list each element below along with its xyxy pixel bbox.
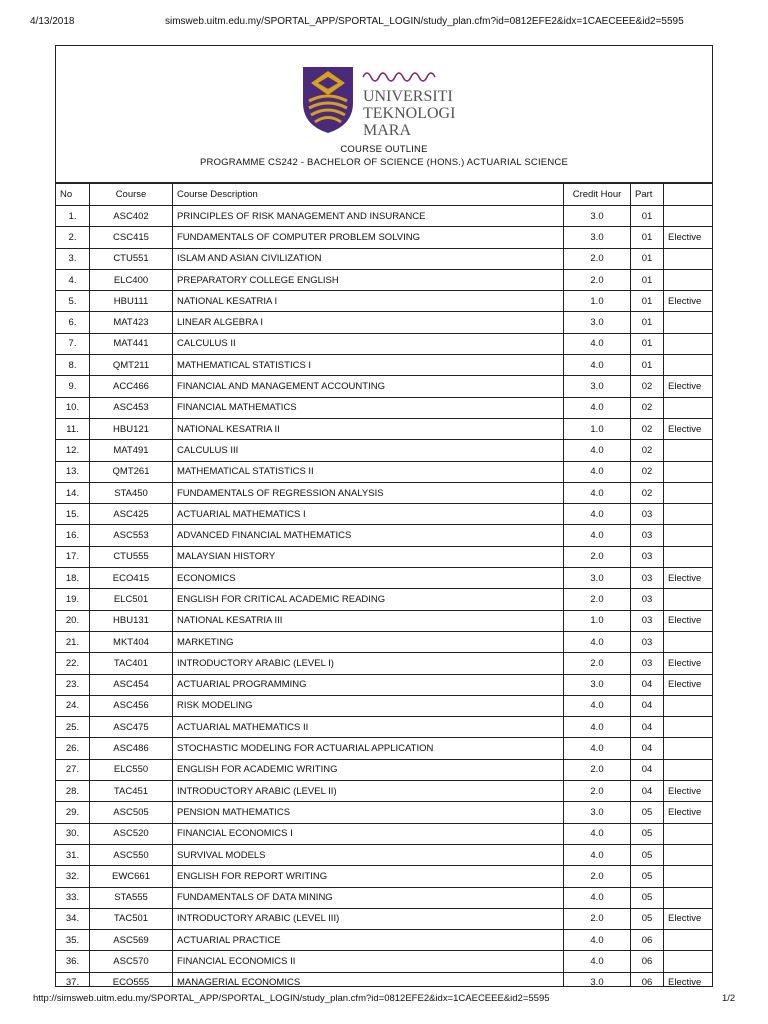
course-type <box>664 717 714 738</box>
course-code: ELC400 <box>90 269 173 290</box>
course-code: HBU131 <box>90 610 173 631</box>
course-type <box>664 504 714 525</box>
course-code: MAT441 <box>90 333 173 354</box>
table-row <box>56 248 714 269</box>
table-row <box>56 227 714 248</box>
course-description: ACTUARIAL MATHEMATICS II <box>173 717 564 738</box>
course-code: STA555 <box>90 887 173 908</box>
table-row <box>56 440 714 461</box>
credit-hour: 2.0 <box>564 589 631 610</box>
course-code: ASC550 <box>90 844 173 865</box>
course-description: FINANCIAL MATHEMATICS <box>173 397 564 418</box>
part-number: 02 <box>631 376 664 397</box>
credit-hour: 2.0 <box>564 248 631 269</box>
part-number: 03 <box>631 631 664 652</box>
part-number: 02 <box>631 418 664 439</box>
course-description: PREPARATORY COLLEGE ENGLISH <box>173 269 564 290</box>
table-row <box>56 802 714 823</box>
course-type <box>664 844 714 865</box>
course-code: HBU111 <box>90 291 173 312</box>
row-number: 33. <box>56 887 90 908</box>
credit-hour: 4.0 <box>564 440 631 461</box>
part-number: 01 <box>631 312 664 333</box>
credit-hour: 4.0 <box>564 887 631 908</box>
row-number: 4. <box>56 269 90 290</box>
row-number: 32. <box>56 866 90 887</box>
row-number: 12. <box>56 440 90 461</box>
course-outline-frame <box>55 45 713 987</box>
part-number: 05 <box>631 866 664 887</box>
course-type <box>664 461 714 482</box>
credit-hour: 3.0 <box>564 674 631 695</box>
course-description: STOCHASTIC MODELING FOR ACTUARIAL APPLICATION <box>173 738 564 759</box>
part-number: 04 <box>631 695 664 716</box>
part-number: 06 <box>631 972 664 987</box>
credit-hour: 2.0 <box>564 546 631 567</box>
course-type: Elective <box>664 781 714 802</box>
credit-hour: 4.0 <box>564 738 631 759</box>
part-number: 01 <box>631 291 664 312</box>
course-type <box>664 738 714 759</box>
course-type: Elective <box>664 418 714 439</box>
table-row <box>56 631 714 652</box>
course-type <box>664 589 714 610</box>
course-code: MKT404 <box>90 631 173 652</box>
course-type: Elective <box>664 802 714 823</box>
logo-line3: MARA <box>363 122 412 136</box>
course-description: ENGLISH FOR ACADEMIC WRITING <box>173 759 564 780</box>
row-number: 31. <box>56 844 90 865</box>
table-row <box>56 674 714 695</box>
part-number: 06 <box>631 951 664 972</box>
part-number: 06 <box>631 930 664 951</box>
row-number: 14. <box>56 482 90 503</box>
part-number: 05 <box>631 887 664 908</box>
row-number: 17. <box>56 546 90 567</box>
course-description: INTRODUCTORY ARABIC (LEVEL III) <box>173 908 564 929</box>
uitm-logo <box>301 61 471 136</box>
row-number: 2. <box>56 227 90 248</box>
course-type <box>664 312 714 333</box>
course-code: ASC425 <box>90 504 173 525</box>
course-type <box>664 546 714 567</box>
credit-hour: 2.0 <box>564 908 631 929</box>
course-type: Elective <box>664 227 714 248</box>
course-description: ENGLISH FOR REPORT WRITING <box>173 866 564 887</box>
course-code: ASC569 <box>90 930 173 951</box>
course-description: ENGLISH FOR CRITICAL ACADEMIC READING <box>173 589 564 610</box>
row-number: 22. <box>56 653 90 674</box>
course-description: SURVIVAL MODELS <box>173 844 564 865</box>
course-code: CTU555 <box>90 546 173 567</box>
part-number: 03 <box>631 546 664 567</box>
course-description: ACTUARIAL MATHEMATICS I <box>173 504 564 525</box>
row-number: 24. <box>56 695 90 716</box>
table-row <box>56 972 714 987</box>
course-description: FINANCIAL AND MANAGEMENT ACCOUNTING <box>173 376 564 397</box>
part-number: 03 <box>631 653 664 674</box>
table-row <box>56 291 714 312</box>
row-number: 11. <box>56 418 90 439</box>
table-row <box>56 504 714 525</box>
course-code: ASC520 <box>90 823 173 844</box>
course-code: ECO415 <box>90 568 173 589</box>
credit-hour: 4.0 <box>564 717 631 738</box>
course-code: QMT211 <box>90 355 173 376</box>
row-number: 36. <box>56 951 90 972</box>
course-description: CALCULUS II <box>173 333 564 354</box>
course-description: MATHEMATICAL STATISTICS II <box>173 461 564 482</box>
part-number: 05 <box>631 823 664 844</box>
credit-hour: 2.0 <box>564 866 631 887</box>
course-code: ASC570 <box>90 951 173 972</box>
course-type <box>664 525 714 546</box>
part-number: 01 <box>631 248 664 269</box>
table-row <box>56 397 714 418</box>
row-number: 6. <box>56 312 90 333</box>
part-number: 05 <box>631 908 664 929</box>
row-number: 8. <box>56 355 90 376</box>
course-description: NATIONAL KESATRIA II <box>173 418 564 439</box>
part-number: 03 <box>631 610 664 631</box>
table-row <box>56 951 714 972</box>
credit-hour: 1.0 <box>564 418 631 439</box>
course-type <box>664 695 714 716</box>
course-code: ASC402 <box>90 206 173 227</box>
part-number: 03 <box>631 589 664 610</box>
course-code: ASC475 <box>90 717 173 738</box>
course-code: ASC505 <box>90 802 173 823</box>
course-type <box>664 823 714 844</box>
table-row <box>56 355 714 376</box>
part-number: 04 <box>631 674 664 695</box>
header-credit-hour: Credit Hour <box>564 184 631 206</box>
credit-hour: 1.0 <box>564 291 631 312</box>
row-number: 28. <box>56 781 90 802</box>
credit-hour: 2.0 <box>564 781 631 802</box>
course-type <box>664 866 714 887</box>
course-code: ELC501 <box>90 589 173 610</box>
part-number: 03 <box>631 504 664 525</box>
table-row <box>56 568 714 589</box>
row-number: 20. <box>56 610 90 631</box>
logo-script-icon <box>363 73 435 81</box>
course-type <box>664 951 714 972</box>
table-row <box>56 461 714 482</box>
row-number: 9. <box>56 376 90 397</box>
row-number: 19. <box>56 589 90 610</box>
part-number: 04 <box>631 738 664 759</box>
table-row <box>56 589 714 610</box>
course-description: MATHEMATICAL STATISTICS I <box>173 355 564 376</box>
credit-hour: 4.0 <box>564 333 631 354</box>
table-row <box>56 823 714 844</box>
course-code: STA450 <box>90 482 173 503</box>
course-code: ASC453 <box>90 397 173 418</box>
course-type: Elective <box>664 376 714 397</box>
course-table <box>55 183 713 987</box>
course-code: MAT491 <box>90 440 173 461</box>
table-row <box>56 269 714 290</box>
row-number: 29. <box>56 802 90 823</box>
course-type: Elective <box>664 653 714 674</box>
course-code: MAT423 <box>90 312 173 333</box>
course-code: HBU121 <box>90 418 173 439</box>
course-description: ISLAM AND ASIAN CIVILIZATION <box>173 248 564 269</box>
row-number: 16. <box>56 525 90 546</box>
course-code: ECO555 <box>90 972 173 987</box>
part-number: 04 <box>631 759 664 780</box>
credit-hour: 4.0 <box>564 461 631 482</box>
row-number: 26. <box>56 738 90 759</box>
part-number: 04 <box>631 717 664 738</box>
row-number: 23. <box>56 674 90 695</box>
table-row <box>56 887 714 908</box>
row-number: 15. <box>56 504 90 525</box>
course-code: TAC401 <box>90 653 173 674</box>
course-type <box>664 887 714 908</box>
course-description: MALAYSIAN HISTORY <box>173 546 564 567</box>
course-type: Elective <box>664 674 714 695</box>
course-code: ACC466 <box>90 376 173 397</box>
programme-title: PROGRAMME CS242 - BACHELOR OF SCIENCE (HONS.) ACTUARIAL SCIENCE <box>199 157 569 168</box>
course-code: TAC501 <box>90 908 173 929</box>
part-number: 02 <box>631 397 664 418</box>
course-code: QMT261 <box>90 461 173 482</box>
table-row <box>56 206 714 227</box>
row-number: 30. <box>56 823 90 844</box>
course-description: FUNDAMENTALS OF REGRESSION ANALYSIS <box>173 482 564 503</box>
course-description: PRINCIPLES OF RISK MANAGEMENT AND INSURANCE <box>173 206 564 227</box>
document-title: COURSE OUTLINE <box>340 144 428 155</box>
part-number: 01 <box>631 355 664 376</box>
header-no: No <box>56 184 90 206</box>
header-description: Course Description <box>173 184 564 206</box>
course-code: ASC486 <box>90 738 173 759</box>
course-description: RISK MODELING <box>173 695 564 716</box>
course-description: ACTUARIAL PRACTICE <box>173 930 564 951</box>
course-type <box>664 206 714 227</box>
table-row <box>56 908 714 929</box>
footer-url: http://simsweb.uitm.edu.my/SPORTAL_APP/SPORTAL_LOGIN/study_plan.cfm?id=0812EFE2&idx=1CAECEEE&id2=5595 <box>33 993 550 1004</box>
credit-hour: 4.0 <box>564 525 631 546</box>
table-row <box>56 546 714 567</box>
course-type <box>664 333 714 354</box>
course-description: LINEAR ALGEBRA I <box>173 312 564 333</box>
course-code: ELC550 <box>90 759 173 780</box>
row-number: 27. <box>56 759 90 780</box>
credit-hour: 3.0 <box>564 568 631 589</box>
course-description: PENSION MATHEMATICS <box>173 802 564 823</box>
course-type <box>664 440 714 461</box>
table-row <box>56 610 714 631</box>
course-description: INTRODUCTORY ARABIC (LEVEL I) <box>173 653 564 674</box>
course-description: NATIONAL KESATRIA I <box>173 291 564 312</box>
part-number: 01 <box>631 269 664 290</box>
course-type: Elective <box>664 972 714 987</box>
credit-hour: 3.0 <box>564 206 631 227</box>
part-number: 01 <box>631 206 664 227</box>
course-code: CTU551 <box>90 248 173 269</box>
table-row <box>56 844 714 865</box>
credit-hour: 4.0 <box>564 631 631 652</box>
credit-hour: 4.0 <box>564 844 631 865</box>
credit-hour: 3.0 <box>564 802 631 823</box>
course-type <box>664 248 714 269</box>
course-type <box>664 930 714 951</box>
credit-hour: 3.0 <box>564 376 631 397</box>
course-description: MARKETING <box>173 631 564 652</box>
part-number: 03 <box>631 525 664 546</box>
table-row <box>56 525 714 546</box>
row-number: 34. <box>56 908 90 929</box>
table-row <box>56 717 714 738</box>
part-number: 05 <box>631 802 664 823</box>
course-type: Elective <box>664 908 714 929</box>
header-part: Part <box>631 184 664 206</box>
credit-hour: 3.0 <box>564 227 631 248</box>
course-code: ASC553 <box>90 525 173 546</box>
row-number: 18. <box>56 568 90 589</box>
course-type: Elective <box>664 610 714 631</box>
row-number: 13. <box>56 461 90 482</box>
table-row <box>56 482 714 503</box>
course-code: EWC661 <box>90 866 173 887</box>
course-description: ACTUARIAL PROGRAMMING <box>173 674 564 695</box>
header-type <box>664 184 714 206</box>
course-rows <box>56 206 714 988</box>
logo-line1: UNIVERSITI <box>363 88 453 105</box>
course-description: INTRODUCTORY ARABIC (LEVEL II) <box>173 781 564 802</box>
credit-hour: 4.0 <box>564 397 631 418</box>
course-type: Elective <box>664 291 714 312</box>
print-date: 4/13/2018 <box>30 16 75 27</box>
course-type <box>664 397 714 418</box>
footer-page-number: 1/2 <box>722 993 736 1004</box>
table-row <box>56 653 714 674</box>
course-code: CSC415 <box>90 227 173 248</box>
credit-hour: 4.0 <box>564 951 631 972</box>
credit-hour: 4.0 <box>564 504 631 525</box>
part-number: 02 <box>631 482 664 503</box>
print-url: simsweb.uitm.edu.my/SPORTAL_APP/SPORTAL_LOGIN/study_plan.cfm?id=0812EFE2&idx=1CAECEEE&id2=5595 <box>165 16 684 27</box>
row-number: 21. <box>56 631 90 652</box>
row-number: 1. <box>56 206 90 227</box>
table-row <box>56 376 714 397</box>
part-number: 01 <box>631 333 664 354</box>
table-header-row <box>56 184 714 206</box>
credit-hour: 2.0 <box>564 269 631 290</box>
course-code: ASC454 <box>90 674 173 695</box>
document-header <box>56 46 712 183</box>
row-number: 37. <box>56 972 90 987</box>
table-row <box>56 312 714 333</box>
credit-hour: 4.0 <box>564 823 631 844</box>
table-row <box>56 759 714 780</box>
row-number: 5. <box>56 291 90 312</box>
course-code: TAC451 <box>90 781 173 802</box>
course-description: MANAGERIAL ECONOMICS <box>173 972 564 987</box>
table-row <box>56 333 714 354</box>
course-description: FINANCIAL ECONOMICS I <box>173 823 564 844</box>
course-code: ASC456 <box>90 695 173 716</box>
credit-hour: 2.0 <box>564 653 631 674</box>
part-number: 02 <box>631 461 664 482</box>
part-number: 03 <box>631 568 664 589</box>
course-description: NATIONAL KESATRIA III <box>173 610 564 631</box>
credit-hour: 4.0 <box>564 930 631 951</box>
part-number: 05 <box>631 844 664 865</box>
part-number: 02 <box>631 440 664 461</box>
course-description: CALCULUS III <box>173 440 564 461</box>
table-row <box>56 418 714 439</box>
table-row <box>56 781 714 802</box>
course-description: ECONOMICS <box>173 568 564 589</box>
table-row <box>56 695 714 716</box>
credit-hour: 4.0 <box>564 482 631 503</box>
course-description: FUNDAMENTALS OF DATA MINING <box>173 887 564 908</box>
header-course: Course <box>90 184 173 206</box>
table-row <box>56 866 714 887</box>
row-number: 35. <box>56 930 90 951</box>
course-type <box>664 759 714 780</box>
credit-hour: 3.0 <box>564 312 631 333</box>
table-row <box>56 738 714 759</box>
row-number: 25. <box>56 717 90 738</box>
credit-hour: 4.0 <box>564 695 631 716</box>
credit-hour: 4.0 <box>564 355 631 376</box>
course-type <box>664 631 714 652</box>
course-type <box>664 482 714 503</box>
course-description: FUNDAMENTALS OF COMPUTER PROBLEM SOLVING <box>173 227 564 248</box>
course-type <box>664 269 714 290</box>
course-type: Elective <box>664 568 714 589</box>
course-description: ADVANCED FINANCIAL MATHEMATICS <box>173 525 564 546</box>
row-number: 3. <box>56 248 90 269</box>
logo-line2: TEKNOLOGI <box>363 105 456 122</box>
row-number: 10. <box>56 397 90 418</box>
course-type <box>664 355 714 376</box>
row-number: 7. <box>56 333 90 354</box>
course-description: FINANCIAL ECONOMICS II <box>173 951 564 972</box>
credit-hour: 1.0 <box>564 610 631 631</box>
part-number: 01 <box>631 227 664 248</box>
credit-hour: 2.0 <box>564 759 631 780</box>
table-row <box>56 930 714 951</box>
part-number: 04 <box>631 781 664 802</box>
credit-hour: 3.0 <box>564 972 631 987</box>
